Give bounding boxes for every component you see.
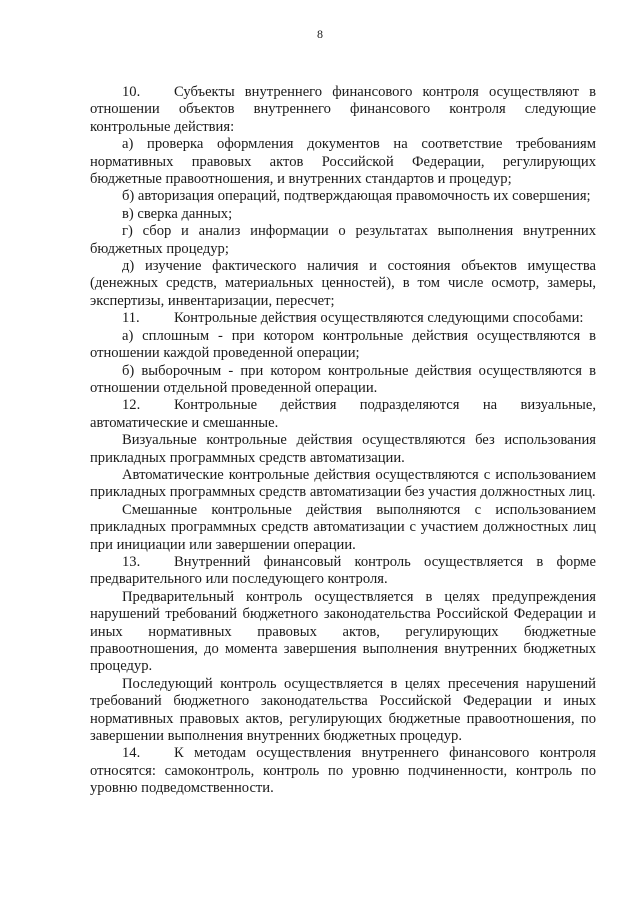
- paragraph-13-preliminary: [90, 589, 596, 676]
- paragraph-text: Контрольные действия подразделяются на визуальные, автоматические и смешанные.: [90, 397, 596, 431]
- paragraph-12-mixed: [90, 502, 596, 554]
- paragraph-12-automatic: [90, 467, 596, 502]
- paragraph-10: [90, 84, 596, 136]
- paragraph-12-visual: [90, 432, 596, 467]
- paragraph-text: Субъекты внутреннего финансового контроля осуществляют в отношении объектов внутреннего финансового контроля следующие контрольные действия:: [90, 84, 596, 135]
- paragraph-text: г) сбор и анализ информации о результатах выполнения внутренних бюджетных процедур;: [90, 223, 596, 257]
- paragraph-11: [90, 310, 596, 327]
- paragraph-text: Визуальные контрольные действия осуществляются без использования прикладных программных средств автоматизации.: [90, 432, 596, 466]
- paragraph-10b: [90, 188, 596, 205]
- paragraph-13: [90, 554, 596, 589]
- paragraph-text: К методам осуществления внутреннего финансового контроля относятся: самоконтроль, контроль по уровню подчиненности, контроль по уровню подведомственности.: [90, 745, 596, 797]
- paragraph-number: 10.: [122, 84, 141, 100]
- paragraph-text: Контрольные действия осуществляются следующими способами:: [174, 310, 584, 327]
- paragraph-text: а) сплошным - при котором контрольные действия осуществляются в отношении каждой проведенной операции;: [90, 327, 596, 362]
- paragraph-14: [90, 745, 596, 797]
- paragraph-text: б) выборочным - при котором контрольные действия осуществляются в отношении отдельной проведенной операции.: [90, 362, 596, 396]
- paragraph-11b: [90, 363, 596, 398]
- paragraph-10d: [90, 258, 596, 310]
- paragraph-text: Смешанные контрольные действия выполняются с использованием прикладных программных средств автоматизации с участием должностных лиц при инициации или завершении операции.: [90, 501, 596, 553]
- paragraph-text: д) изучение фактического наличия и состояния объектов имущества (денежных средств, материальных ценностей), в том числе осмотр, замеры, экспертизы, инвентаризации, пересчет;: [90, 258, 596, 309]
- paragraph-text: а) проверка оформления документов на соответствие требованиям нормативных правовых актов Российской Федерации, регулирующих бюджетные правоотношения, и внутренних стандартов и процедур;: [90, 136, 596, 188]
- paragraph-10v: [90, 206, 596, 223]
- paragraph-10a: [90, 136, 596, 188]
- paragraph-number: 13.: [122, 553, 141, 570]
- paragraph-12: [90, 397, 596, 432]
- paragraph-10g: [90, 223, 596, 258]
- paragraph-text: Автоматические контрольные действия осуществляются с использованием прикладных программных средств автоматизации без участия должностных лиц.: [90, 466, 596, 501]
- paragraph-13-subsequent: [90, 676, 596, 746]
- page-number: 8: [317, 27, 323, 41]
- paragraph-text: б) авторизация операций, подтверждающая правомочность их совершения;: [122, 188, 591, 205]
- paragraph-11a: [90, 328, 596, 363]
- paragraph-number: 14.: [122, 745, 141, 762]
- paragraph-number: 12.: [122, 397, 141, 414]
- document-body: [90, 84, 596, 798]
- paragraph-text: Внутренний финансовый контроль осуществляется в форме предварительного или последующего контроля.: [90, 553, 596, 588]
- paragraph-number: 11.: [122, 310, 140, 327]
- paragraph-text: Последующий контроль осуществляется в целях пресечения нарушений требований бюджетного законодательства Российской Федерации и иных нормативных правовых актов, регулирующих бюджетные правоотношения, по завершении выполнения внутренних бюджетных процедур.: [90, 675, 596, 745]
- paragraph-text: в) сверка данных;: [122, 205, 233, 222]
- paragraph-text: Предварительный контроль осуществляется в целях предупреждения нарушений требований бюджетного законодательства Российской Федерации и иных нормативных правовых актов, регулирующих бюджетные правоотношения, до момента завершения выполнения внутренних бюджетных процедур.: [90, 588, 596, 675]
